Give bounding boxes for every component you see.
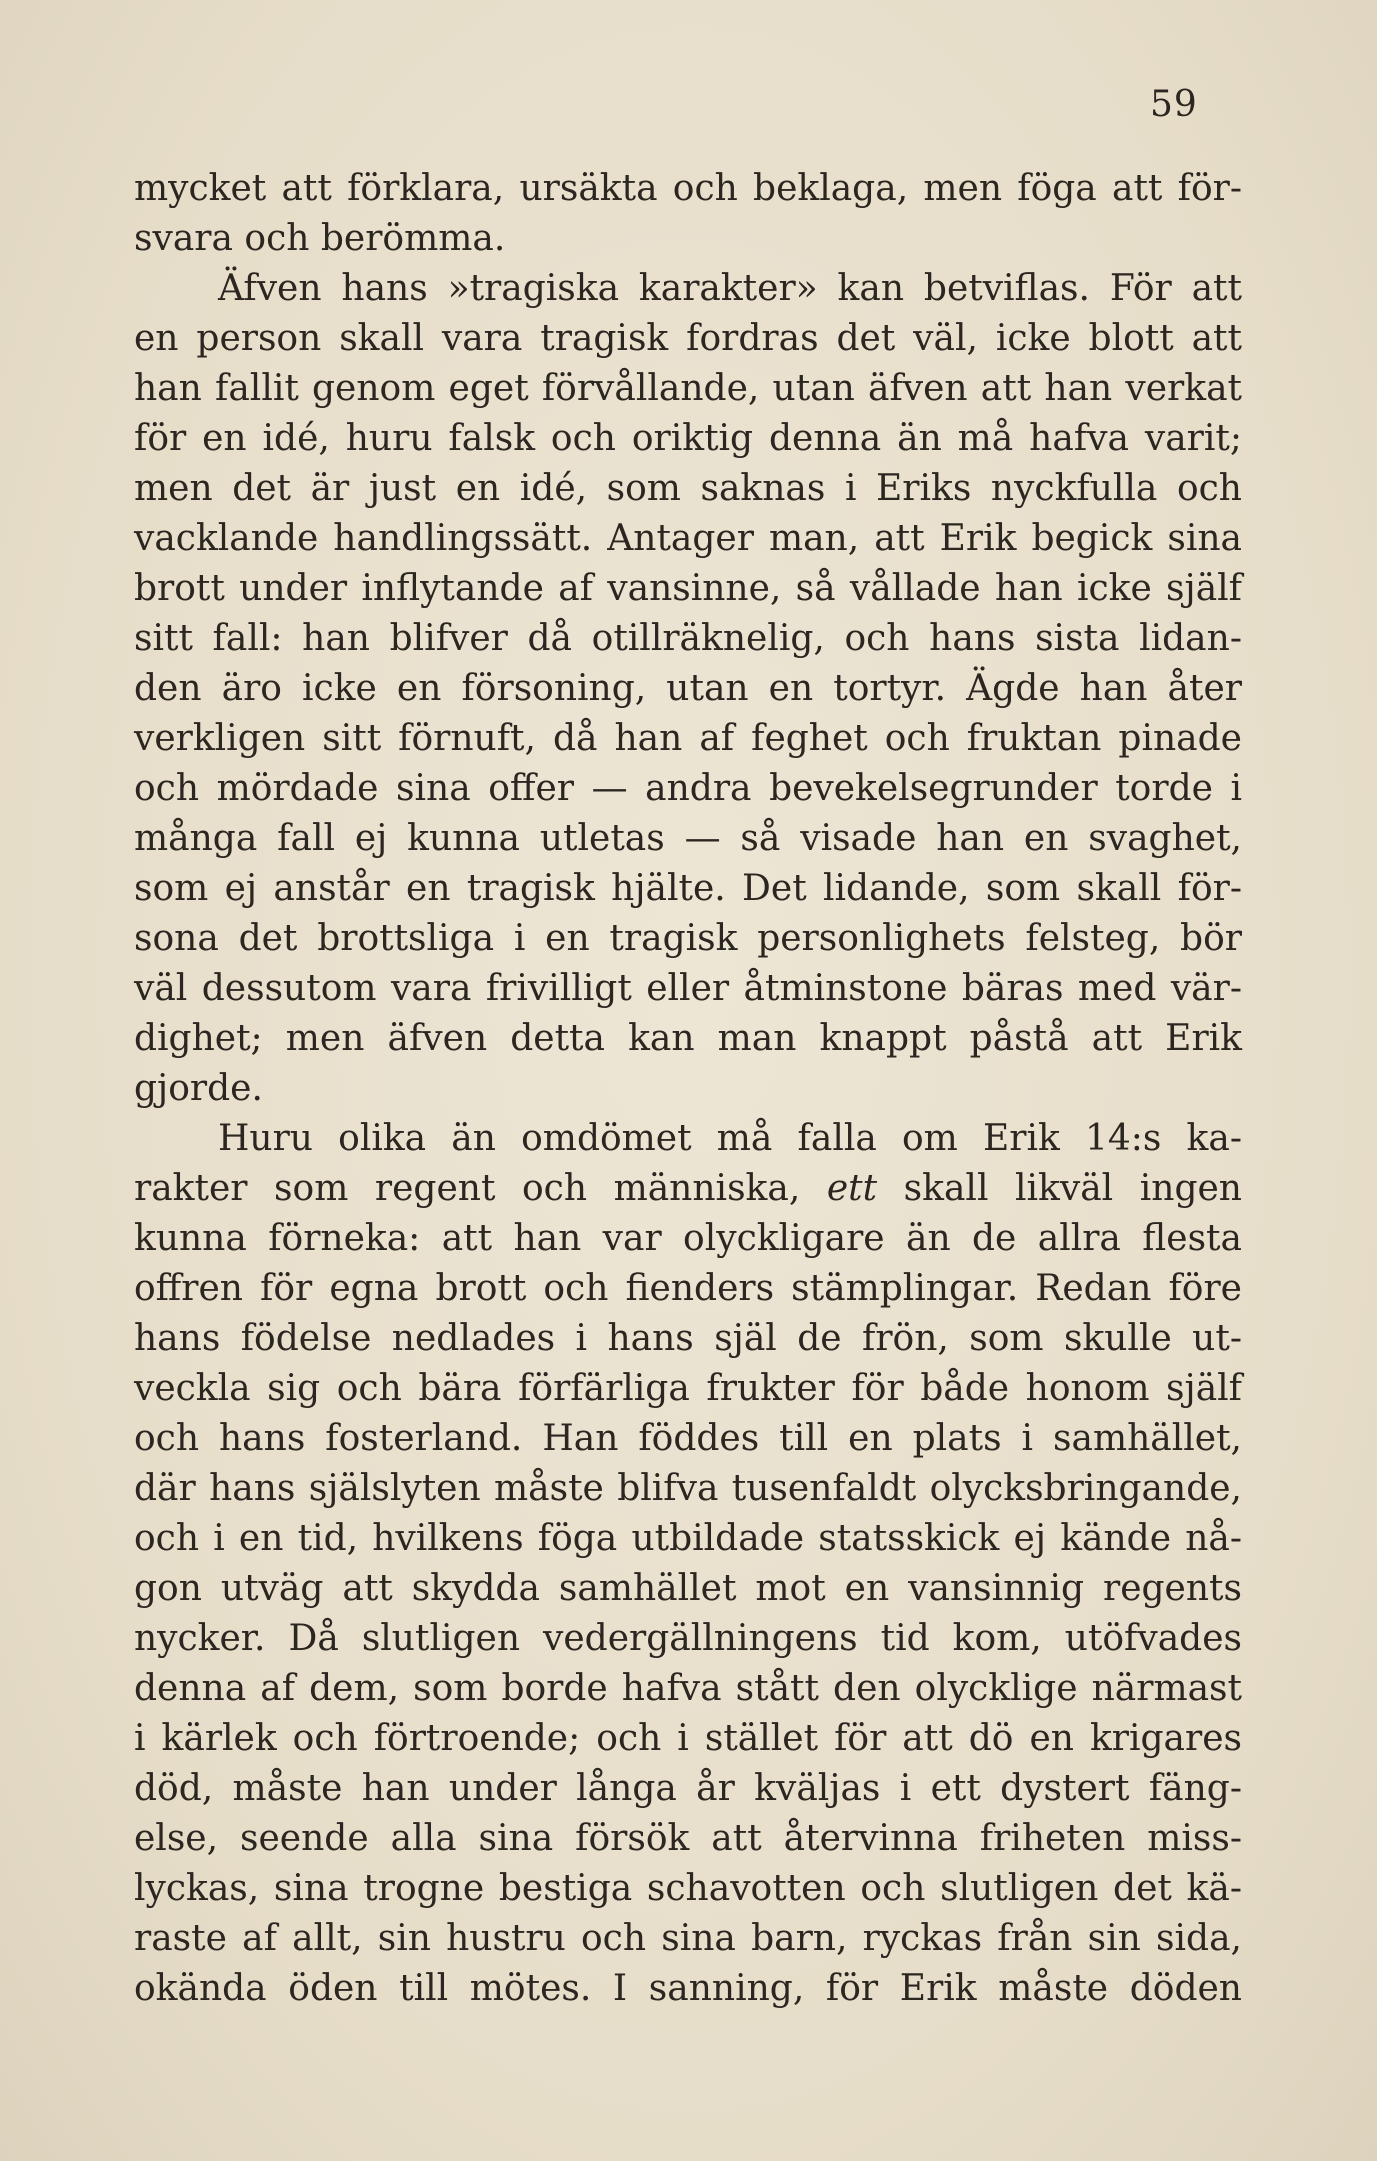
text-line: där hans själslyten måste blifva tusenfaldt olycksbringande, bbox=[134, 1468, 1242, 1509]
text-line: han fallit genom eget förvållande, utan äfven att han verkat bbox=[134, 368, 1242, 409]
text-line: väl dessutom vara frivilligt eller åtminstone bäras med vär- bbox=[134, 968, 1242, 1009]
text-line: offren för egna brott och fienders stämplingar. Redan före bbox=[134, 1268, 1242, 1309]
text-line: veckla sig och bära förfärliga frukter för både honom själf bbox=[134, 1368, 1242, 1409]
text-line: brott under inflytande af vansinne, så vållade han icke själf bbox=[134, 568, 1242, 609]
text-line: död, måste han under långa år kväljas i ett dystert fäng- bbox=[134, 1768, 1242, 1809]
text-line: dighet; men äfven detta kan man knappt påstå att Erik bbox=[134, 1018, 1242, 1059]
text-line: många fall ej kunna utletas — så visade han en svaghet, bbox=[134, 818, 1242, 859]
text-line: Äfven hans »tragiska karakter» kan betviflas. För att bbox=[218, 268, 1242, 309]
text-line: hans födelse nedlades i hans själ de frön, som skulle ut- bbox=[134, 1318, 1242, 1359]
text-line: sitt fall: han blifver då otillräknelig, och hans sista lidan- bbox=[134, 618, 1242, 659]
emphasized-word: ett bbox=[826, 1168, 878, 1209]
text-line: denna af dem, som borde hafva stått den olycklige närmast bbox=[134, 1668, 1242, 1709]
text-line: men det är just en idé, som saknas i Eriks nyckfulla och bbox=[134, 468, 1242, 509]
text-line: och mördade sina offer — andra bevekelsegrunder torde i bbox=[134, 768, 1242, 809]
text-line-with-emphasis bbox=[134, 1164, 1242, 1214]
text-line: gjorde. bbox=[134, 1068, 263, 1109]
text-line: och hans fosterland. Han föddes till en plats i samhället, bbox=[134, 1418, 1242, 1459]
text-line: raste af allt, sin hustru och sina barn, ryckas från sin sida, bbox=[134, 1918, 1242, 1959]
text-line: mycket att förklara, ursäkta och beklaga, men föga att för- bbox=[134, 168, 1242, 209]
text-segment: skall likväl ingen bbox=[903, 1168, 1242, 1209]
text-line: vacklande handlingssätt. Antager man, att Erik begick sina bbox=[134, 518, 1242, 559]
text-line: else, seende alla sina försök att återvinna friheten miss- bbox=[134, 1818, 1242, 1859]
text-line: nycker. Då slutligen vedergällningens tid kom, utöfvades bbox=[134, 1618, 1242, 1659]
text-line: gon utväg att skydda samhället mot en vansinnig regents bbox=[134, 1568, 1242, 1609]
text-line: och i en tid, hvilkens föga utbildade statsskick ej kände nå- bbox=[134, 1518, 1242, 1559]
body-text bbox=[134, 164, 1242, 2014]
text-line: svara och berömma. bbox=[134, 218, 506, 259]
text-line: kunna förneka: att han var olyckligare än de allra flesta bbox=[134, 1218, 1242, 1259]
text-line: verkligen sitt förnuft, då han af feghet och fruktan pinade bbox=[134, 718, 1242, 759]
text-line: Huru olika än omdömet må falla om Erik 14:s ka- bbox=[218, 1118, 1242, 1159]
text-segment: rakter som regent och människa, bbox=[134, 1168, 801, 1209]
page-number: 59 bbox=[1150, 84, 1198, 125]
text-line: som ej anstår en tragisk hjälte. Det lidande, som skall för- bbox=[134, 868, 1242, 909]
text-line: sona det brottsliga i en tragisk personlighets felsteg, bör bbox=[134, 918, 1242, 959]
text-line: lyckas, sina trogne bestiga schavotten och slutligen det kä- bbox=[134, 1868, 1242, 1909]
text-line: okända öden till mötes. I sanning, för Erik måste döden bbox=[134, 1968, 1242, 2009]
text-line: den äro icke en försoning, utan en tortyr. Ägde han åter bbox=[134, 668, 1242, 709]
text-line: för en idé, huru falsk och oriktig denna än må hafva varit; bbox=[134, 418, 1242, 459]
text-line: en person skall vara tragisk fordras det väl, icke blott att bbox=[134, 318, 1242, 359]
text-line: i kärlek och förtroende; och i stället för att dö en krigares bbox=[134, 1718, 1242, 1759]
